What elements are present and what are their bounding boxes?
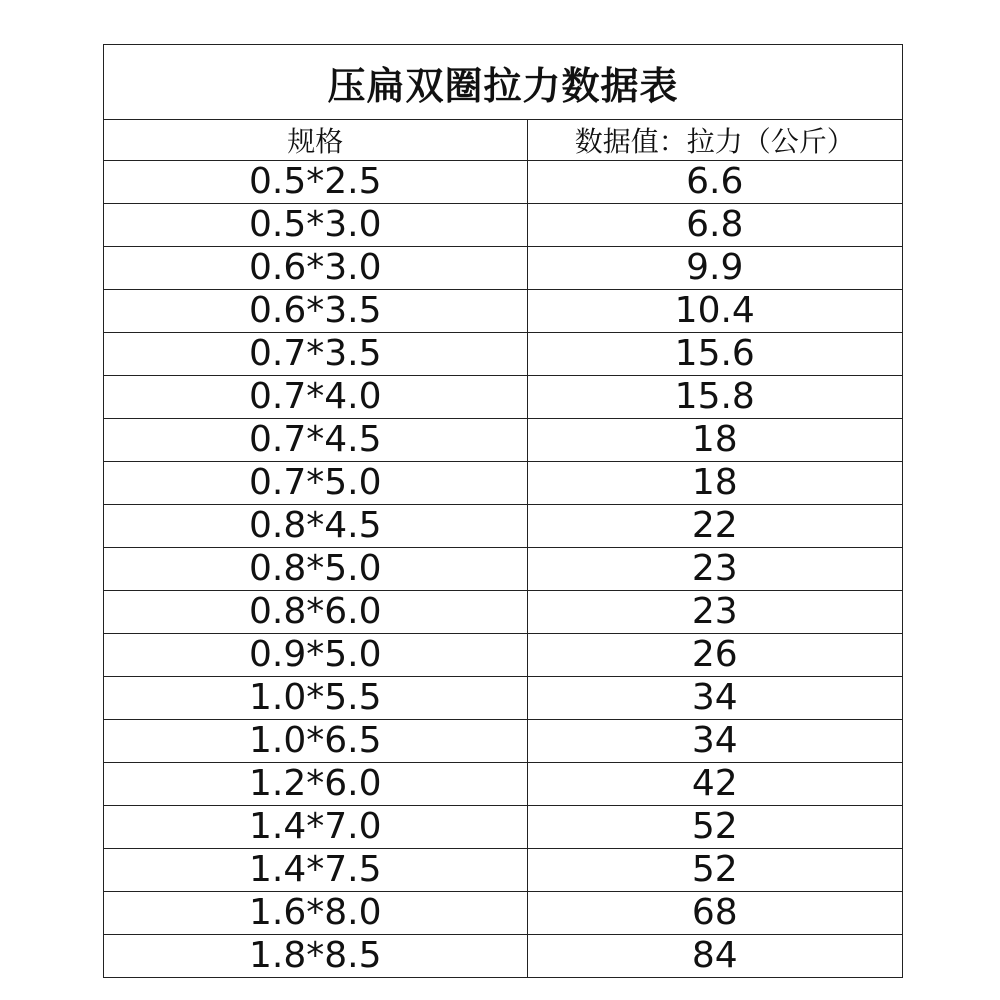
tension-value-cell: 15.6: [527, 333, 902, 376]
table-row: [104, 677, 902, 720]
spec-cell: 1.0*6.5: [104, 720, 527, 763]
spec-cell: 0.6*3.0: [104, 247, 527, 290]
spec-cell: 0.7*5.0: [104, 462, 527, 505]
table-row: [104, 204, 902, 247]
table-row: [104, 161, 902, 204]
tension-value-cell: 18: [527, 419, 902, 462]
table-row: [104, 419, 902, 462]
table-row: [104, 763, 902, 806]
tension-value-cell: 34: [527, 720, 902, 763]
spec-cell: 0.8*4.5: [104, 505, 527, 548]
spec-cell: 1.4*7.0: [104, 806, 527, 849]
spec-cell: 0.7*4.5: [104, 419, 527, 462]
spec-cell: 0.7*3.5: [104, 333, 527, 376]
tension-value-cell: 23: [527, 548, 902, 591]
table-row: [104, 849, 902, 892]
tension-value-cell: 68: [527, 892, 902, 935]
table-row: [104, 462, 902, 505]
tension-data-table: [104, 120, 902, 977]
spec-cell: 0.7*4.0: [104, 376, 527, 419]
table-row: [104, 247, 902, 290]
tension-value-cell: 22: [527, 505, 902, 548]
tension-value-cell: 15.8: [527, 376, 902, 419]
tension-value-cell: 42: [527, 763, 902, 806]
table-row: [104, 892, 902, 935]
tension-value-cell: 9.9: [527, 247, 902, 290]
table-title: 压扁双圈拉力数据表: [104, 45, 902, 120]
spec-cell: 1.0*5.5: [104, 677, 527, 720]
tension-value-cell: 84: [527, 935, 902, 978]
data-table-sheet: [103, 44, 903, 978]
tension-value-cell: 52: [527, 806, 902, 849]
spec-cell: 0.5*3.0: [104, 204, 527, 247]
spec-cell: 0.8*6.0: [104, 591, 527, 634]
spec-cell: 1.4*7.5: [104, 849, 527, 892]
spec-cell: 1.8*8.5: [104, 935, 527, 978]
table-row: [104, 333, 902, 376]
tension-value-cell: 26: [527, 634, 902, 677]
table-row: [104, 505, 902, 548]
table-row: [104, 720, 902, 763]
tension-value-cell: 6.6: [527, 161, 902, 204]
spec-cell: 0.6*3.5: [104, 290, 527, 333]
spec-cell: 1.2*6.0: [104, 763, 527, 806]
tension-value-cell: 18: [527, 462, 902, 505]
spec-cell: 0.5*2.5: [104, 161, 527, 204]
table-row: [104, 591, 902, 634]
header-spec: 规格: [287, 125, 344, 158]
spec-cell: 0.8*5.0: [104, 548, 527, 591]
tension-value-cell: 6.8: [527, 204, 902, 247]
tension-value-cell: 23: [527, 591, 902, 634]
header-tension: 数据值：拉力（公斤）: [527, 120, 902, 161]
tension-value-cell: 52: [527, 849, 902, 892]
header-row: [104, 120, 902, 161]
table-row: [104, 806, 902, 849]
table-row: [104, 935, 902, 978]
spec-cell: 1.6*8.0: [104, 892, 527, 935]
tension-value-cell: 34: [527, 677, 902, 720]
table-row: [104, 548, 902, 591]
table-row: [104, 376, 902, 419]
table-row: [104, 290, 902, 333]
spec-cell: 0.9*5.0: [104, 634, 527, 677]
table-row: [104, 634, 902, 677]
tension-value-cell: 10.4: [527, 290, 902, 333]
